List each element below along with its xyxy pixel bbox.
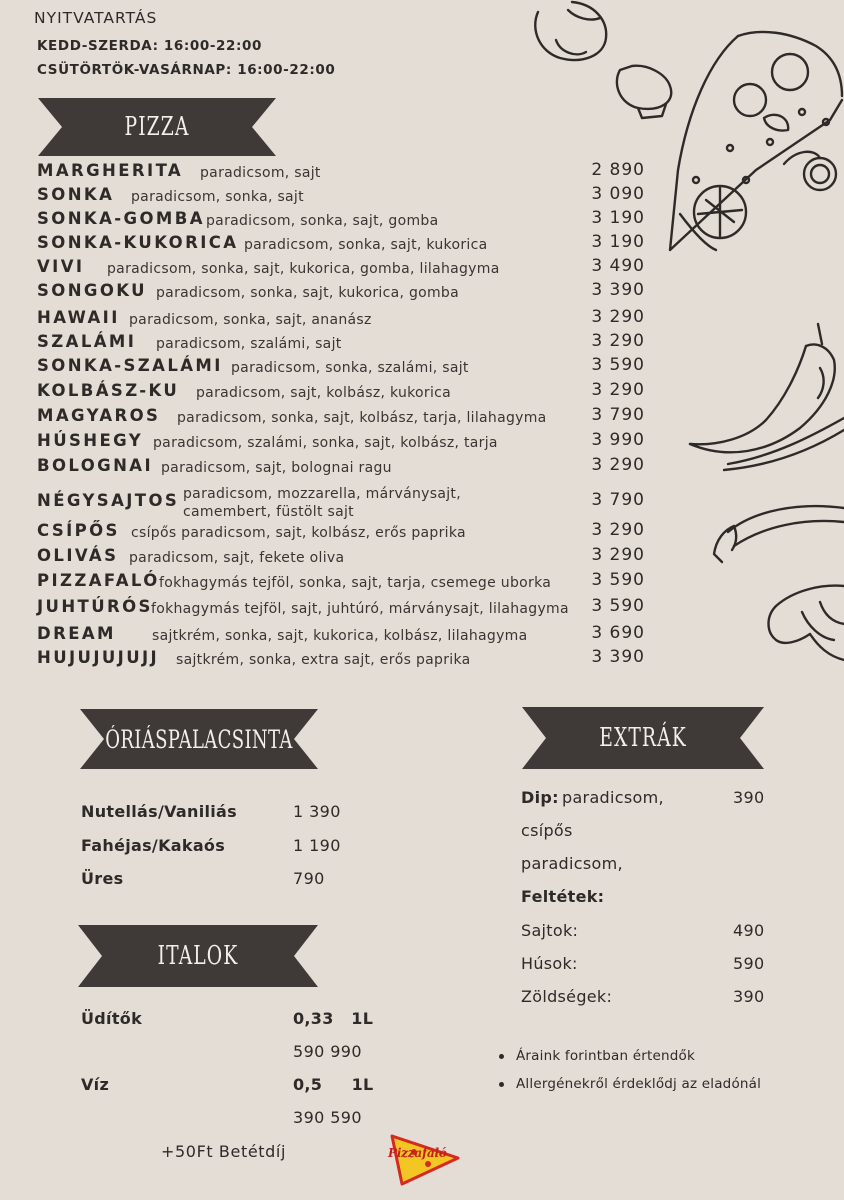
palacsinta-item-name: Nutellás/Vaniliás [81, 802, 237, 821]
drink-soft-label: Üdítők [81, 1009, 143, 1028]
drink-water-prices: 390 590 [293, 1108, 362, 1127]
mushroom-illustration [762, 582, 844, 664]
pizza-item [37, 257, 645, 281]
pizza-item [37, 233, 645, 257]
pizza-slice-logo-icon [384, 1130, 464, 1190]
pizza-description: paradicsom, sonka, sajt, kukorica, gomba, lilahagyma [107, 261, 500, 277]
pizza-description: paradicsom, sonka, sajt, kolbász, tarja, lilahagyma [177, 410, 547, 426]
pizza-description: csípős paradicsom, sajt, kolbász, erős paprika [131, 525, 466, 541]
topping-name: Zöldségek: [521, 987, 613, 1006]
drink-soft-sizes: 0,33 1L [293, 1009, 374, 1028]
pizza-item [37, 161, 645, 185]
pizza-name: KOLBÁSZ-KU [37, 381, 180, 400]
pizza-price: 3 990 [591, 430, 645, 450]
dip-text-3: paradicsom, [521, 854, 623, 873]
pizza-item [37, 648, 645, 672]
opening-hours-weekend: CSÜTÖRTÖK-VASÁRNAP: 16:00-22:00 [37, 62, 336, 78]
opening-hours-weekday: KEDD-SZERDA: 16:00-22:00 [37, 38, 263, 54]
pizza-price: 3 390 [591, 280, 645, 300]
pizza-price: 2 890 [591, 160, 645, 180]
palacsinta-item-price: 1 390 [293, 802, 341, 821]
pizza-item [37, 431, 645, 455]
topping-price: 390 [733, 987, 765, 1006]
pizza-description: paradicsom, sonka, sajt, kukorica, gomba [156, 285, 459, 301]
pizza-item [37, 356, 645, 380]
pizza-price: 3 290 [591, 520, 645, 540]
drink-water-label: Víz [81, 1075, 110, 1094]
drink-soft-prices: 590 990 [293, 1042, 362, 1061]
palacsinta-item-name: Üres [81, 869, 124, 888]
pizza-price: 3 590 [591, 355, 645, 375]
pizza-name: CSÍPŐS [37, 521, 120, 540]
pizza-price: 3 190 [591, 232, 645, 252]
pizza-name: SONKA-GOMBA [37, 209, 205, 228]
pizzafalo-logo [384, 1130, 464, 1190]
pizza-description: paradicsom, mozzarella, márványsajt, [183, 486, 461, 502]
pizza-name: SONKA [37, 185, 115, 204]
pizza-price: 3 290 [591, 545, 645, 565]
dip-text-2: csípős [521, 821, 573, 840]
pizza-name: OLIVÁS [37, 546, 119, 565]
pizza-name: DREAM [37, 624, 116, 643]
pizza-price: 3 290 [591, 380, 645, 400]
pizza-description: sajtkrém, sonka, extra sajt, erős paprika [176, 652, 471, 668]
pizza-price: 3 290 [591, 331, 645, 351]
pizza-item [37, 571, 645, 595]
pizza-description-line2: camembert, füstölt sajt [183, 504, 354, 520]
pizza-item [37, 406, 645, 430]
italok-section-banner [78, 925, 318, 987]
topping-name: Sajtok: [521, 921, 579, 940]
pizza-item [37, 281, 645, 305]
pizza-name: MAGYAROS [37, 406, 161, 425]
pizza-item [37, 546, 645, 570]
pizza-description: fokhagymás tejföl, sajt, juhtúró, márványsajt, lilahagyma [151, 601, 569, 617]
pizza-item [37, 209, 645, 233]
pizza-name: PIZZAFALÓ [37, 571, 160, 590]
chili-pepper-illustration [688, 320, 844, 480]
pizza-price: 3 490 [591, 256, 645, 276]
extrak-heading: EXTRÁK [599, 723, 687, 753]
pizza-description: paradicsom, sajt, bolognai ragu [161, 460, 392, 476]
pizza-item [37, 482, 645, 520]
pizza-price: 3 590 [591, 570, 645, 590]
pizza-price: 3 690 [591, 623, 645, 643]
pizza-price: 3 390 [591, 647, 645, 667]
pizza-name: JUHTÚRÓS [37, 597, 153, 616]
pizza-description: paradicsom, sajt, kolbász, kukorica [196, 385, 452, 401]
topping-name: Húsok: [521, 954, 578, 973]
pizza-price: 3 190 [591, 208, 645, 228]
pizza-item [37, 381, 645, 405]
pizza-item [37, 332, 645, 356]
dip-price: 390 [733, 788, 765, 807]
pizza-item [37, 521, 645, 545]
pizza-description: paradicsom, sonka, sajt [131, 189, 304, 205]
pizza-price: 3 290 [591, 307, 645, 327]
italok-heading: ITALOK [157, 941, 239, 971]
dip-text-1: paradicsom, [562, 788, 664, 807]
pizza-name: SONKA-SZALÁMI [37, 356, 223, 375]
pizza-item [37, 624, 645, 648]
pizza-description: sajtkrém, sonka, sajt, kukorica, kolbász, lilahagyma [152, 628, 528, 644]
pizza-item [37, 597, 645, 621]
pizza-name: HÚSHEGY [37, 431, 144, 450]
pizza-item [37, 308, 645, 332]
toppings-label: Feltétek: [521, 887, 605, 906]
topping-price: 490 [733, 921, 765, 940]
pizza-name: NÉGYSAJTOS [37, 491, 180, 510]
pizza-description: paradicsom, sonka, sajt, kukorica [244, 237, 488, 253]
pizza-price: 3 790 [591, 490, 645, 510]
opening-hours-title: NYITVATARTÁS [34, 9, 158, 27]
pizza-section-banner [38, 98, 276, 156]
palacsinta-item-name: Fahéjas/Kakaós [81, 836, 226, 855]
pizza-description: paradicsom, szalámi, sajt [156, 336, 342, 352]
palacsinta-heading: ÓRIÁSPALACSINTA [105, 724, 293, 754]
topping-price: 590 [733, 954, 765, 973]
pizza-price: 3 590 [591, 596, 645, 616]
pizza-description: paradicsom, sajt [200, 165, 321, 181]
pizza-price: 3 290 [591, 455, 645, 475]
palacsinta-section-banner [80, 709, 318, 769]
pizza-item [37, 456, 645, 480]
palacsinta-item-price: 1 190 [293, 836, 341, 855]
note-allergens: Allergénekről érdeklődj az eladónál [516, 1076, 762, 1092]
pizza-name: SONKA-KUKORICA [37, 233, 239, 252]
pizza-name: MARGHERITA [37, 161, 184, 180]
pizza-name: SZALÁMI [37, 332, 137, 351]
pizza-price: 3 790 [591, 405, 645, 425]
pizza-description: paradicsom, sonka, sajt, gomba [206, 213, 439, 229]
pizza-name: SONGOKU [37, 281, 147, 300]
pizza-name: HAWAII [37, 308, 120, 327]
pizza-description: paradicsom, sajt, fekete oliva [129, 550, 345, 566]
pizza-name: BOLOGNAI [37, 456, 154, 475]
dip-label: Dip: [521, 788, 559, 807]
drink-water-sizes: 0,5 1L [293, 1075, 374, 1094]
deposit-note: +50Ft Betétdíj [161, 1142, 286, 1161]
pizza-name: HUJUJUJUJJ [37, 648, 160, 667]
pizza-name: VIVI [37, 257, 85, 276]
logo-text: Pizzafaló [388, 1146, 447, 1160]
pizza-description: paradicsom, sonka, szalámi, sajt [231, 360, 469, 376]
extrak-section-banner [522, 707, 764, 769]
pizza-description: fokhagymás tejföl, sonka, sajt, tarja, csemege uborka [159, 575, 552, 591]
pepper-illustration [704, 496, 844, 566]
note-currency: Áraink forintban értendők [516, 1048, 695, 1064]
palacsinta-item-price: 790 [293, 869, 325, 888]
pizza-price: 3 090 [591, 184, 645, 204]
pizza-heading: PIZZA [124, 112, 190, 142]
pizza-description: paradicsom, szalámi, sonka, sajt, kolbász, tarja [153, 435, 498, 451]
pizza-item [37, 185, 645, 209]
pizza-description: paradicsom, sonka, sajt, ananász [129, 312, 372, 328]
